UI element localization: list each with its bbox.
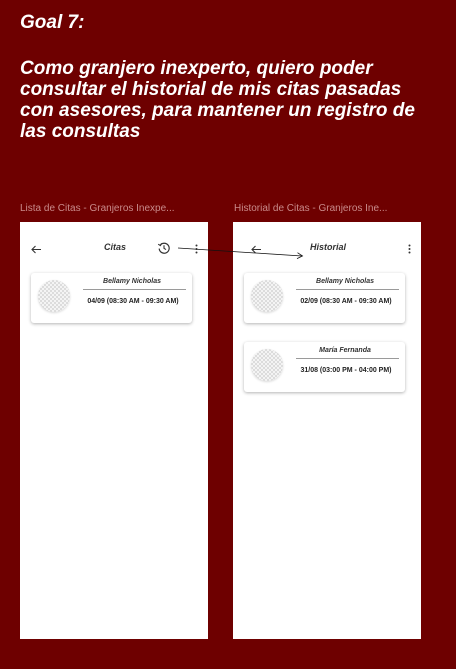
goal-description: Como granjero inexperto, quiero poder consultar el historial de mis citas pasadas con asesores, para mantener un registro de las consultas	[20, 58, 415, 142]
advisor-name: Bellamy Nicholas	[316, 278, 374, 285]
appointment-time: 02/09 (08:30 AM - 09:30 AM)	[300, 298, 392, 305]
historial-page-title: Historial	[310, 242, 347, 252]
advisor-name: María Fernanda	[319, 347, 371, 354]
advisor-name: Bellamy Nicholas	[103, 278, 161, 285]
appointment-time: 04/09 (08:30 AM - 09:30 AM)	[87, 298, 179, 305]
goal-title: Goal 7:	[20, 12, 85, 33]
citas-page-title: Citas	[104, 242, 127, 252]
historial-frame-caption: Historial de Citas - Granjeros Ine...	[234, 203, 388, 214]
appointment-time: 31/08 (03:00 PM - 04:00 PM)	[300, 367, 392, 374]
citas-frame-caption: Lista de Citas - Granjeros Inexpe...	[20, 203, 175, 214]
